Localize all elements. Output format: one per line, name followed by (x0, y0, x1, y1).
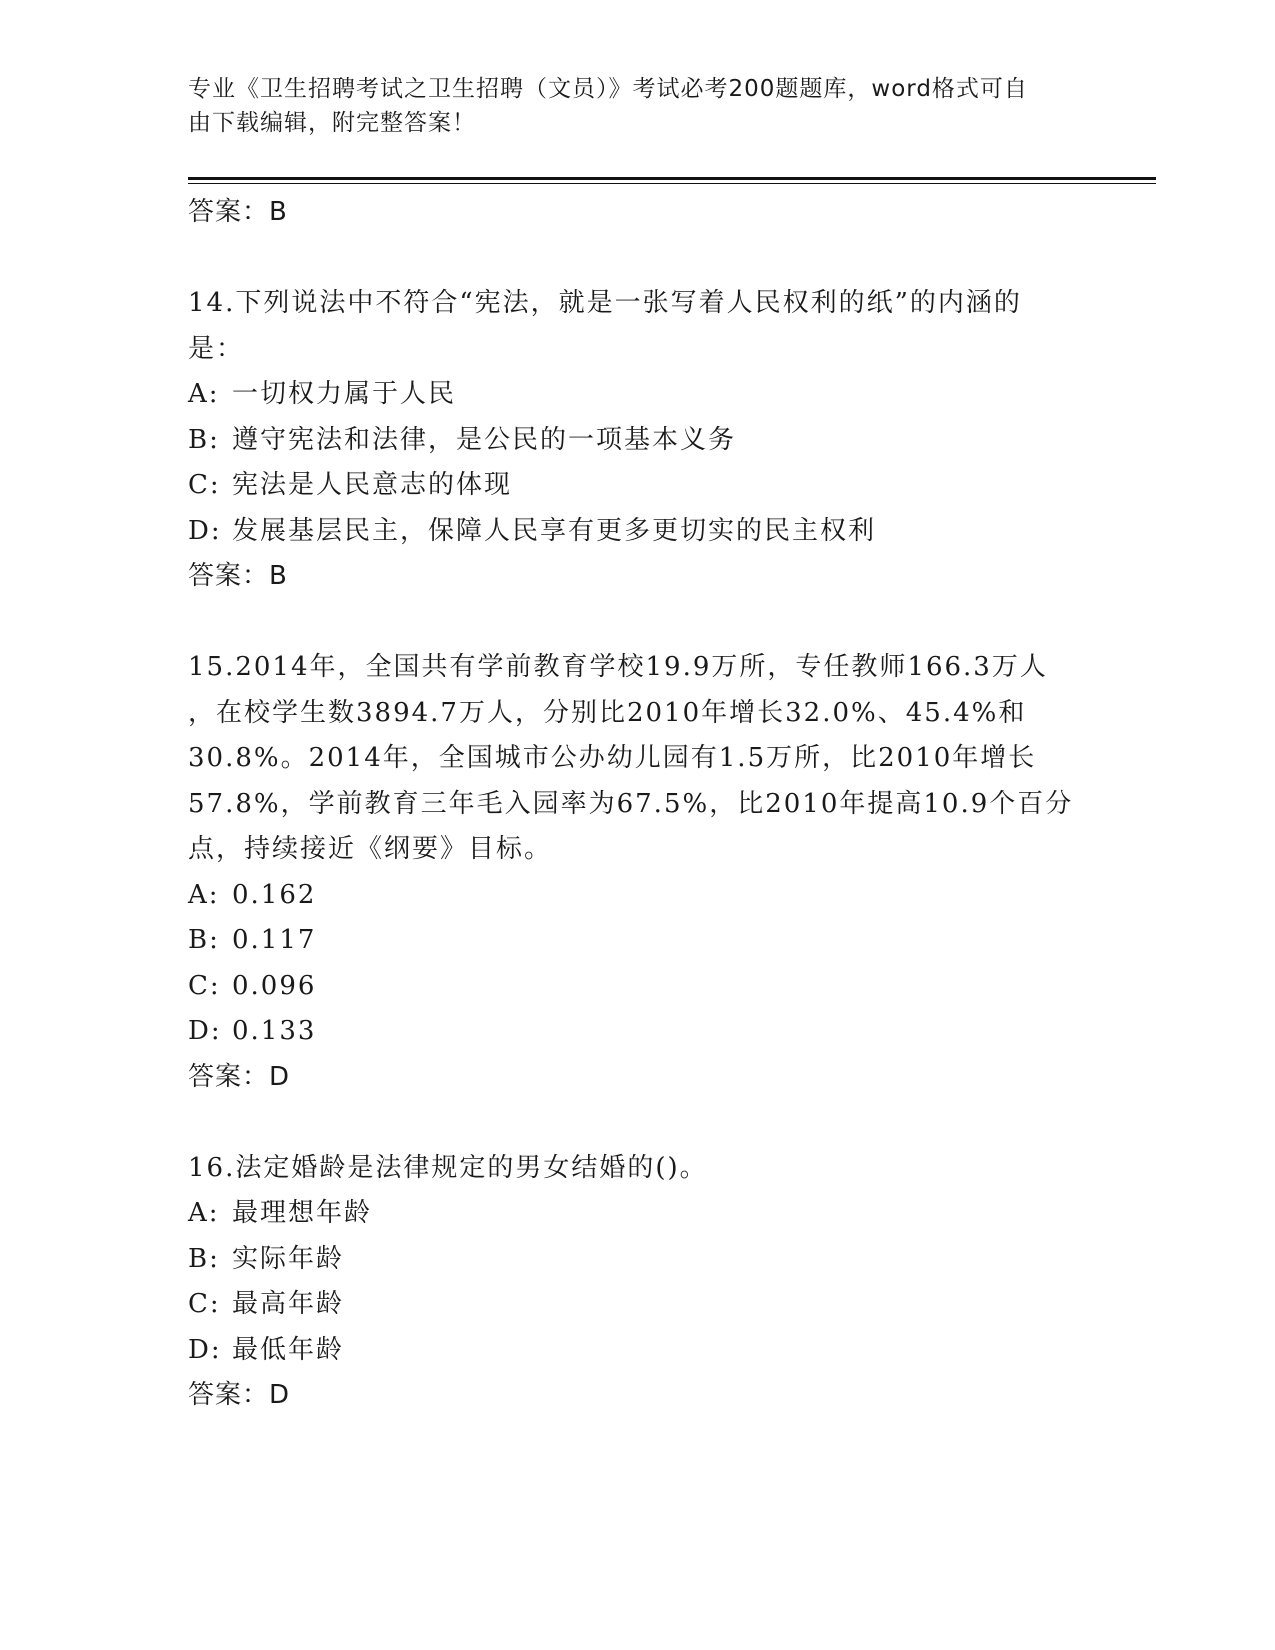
option-label: A: (188, 879, 220, 910)
option-text: 0.133 (232, 1016, 317, 1046)
option-text: 0.096 (232, 970, 317, 1001)
question-stem-line: ，在校学生数3894.7万人，分别比2010年增长32.0%、45.4%和 (188, 697, 1027, 728)
option-b (188, 1237, 1088, 1283)
option-a (188, 1191, 1088, 1237)
question-stem-line: 57.8%，学前教育三年毛入园率为67.5%，比2010年提高10.9个百分 (188, 788, 1074, 819)
header-divider-thin (188, 183, 1156, 184)
option-text: 最低年龄 (232, 1334, 345, 1365)
header-line-1: 专业《卫生招聘考试之卫生招聘（文员）》考试必考200题题库，word格式可自 (188, 76, 1028, 102)
header-line-2: 由下载编辑，附完整答案！ (188, 110, 476, 136)
option-text: 宪法是人民意志的体现 (232, 470, 513, 500)
option-label: B: (188, 1243, 220, 1274)
option-c (188, 964, 1088, 1010)
option-text: 最高年龄 (232, 1289, 345, 1319)
option-label: A: (188, 379, 220, 409)
question-stem-line: 是： (188, 333, 245, 364)
option-c (188, 1282, 1088, 1328)
question-stem-line: 15.2014年，全国共有学前教育学校19.9万所，专任教师166.3万人 (188, 652, 1048, 682)
question-stem-line: 点，持续接近《纲要》目标。 (188, 834, 553, 864)
previous-answer: 答案：B (188, 197, 288, 227)
option-text: 0.117 (232, 925, 317, 955)
question-stem-line: 16.法定婚龄是法律规定的男女结婚的()。 (188, 1152, 708, 1183)
option-b (188, 918, 1088, 964)
option-label: C: (188, 970, 221, 1001)
option-text: 实际年龄 (232, 1243, 345, 1274)
answer: 答案：D (188, 1380, 291, 1410)
option-d (188, 1009, 1088, 1055)
question-15 (188, 645, 1088, 1100)
question-16 (188, 1146, 1088, 1419)
option-label: D: (188, 515, 222, 546)
question-14 (188, 281, 1088, 599)
option-c (188, 463, 1088, 509)
option-text: 一切权力属于人民 (232, 379, 457, 409)
option-b (188, 418, 1088, 464)
option-label: B: (188, 925, 220, 955)
document-body (188, 190, 1088, 1418)
option-text: 0.162 (232, 879, 317, 910)
question-stem-line: 30.8%。2014年，全国城市公办幼儿园有1.5万所，比2010年增长 (188, 743, 1037, 773)
option-label: D: (188, 1334, 222, 1365)
option-a (188, 873, 1088, 919)
header-divider-thick (188, 177, 1156, 180)
option-label: D: (188, 1016, 222, 1046)
option-label: C: (188, 470, 221, 500)
option-d (188, 509, 1088, 555)
answer: 答案：D (188, 1061, 291, 1092)
question-stem-line: 14.下列说法中不符合“宪法，就是一张写着人民权利的纸”的内涵的 (188, 288, 1022, 318)
document-header (188, 72, 1088, 140)
option-label: B: (188, 424, 220, 455)
option-d (188, 1328, 1088, 1374)
answer: 答案：B (188, 561, 288, 591)
option-text: 发展基层民主，保障人民享有更多更切实的民主权利 (232, 515, 877, 546)
option-text: 遵守宪法和法律，是公民的一项基本义务 (232, 424, 737, 455)
option-text: 最理想年龄 (232, 1198, 373, 1228)
option-label: A: (188, 1198, 220, 1228)
option-label: C: (188, 1289, 221, 1319)
option-a (188, 372, 1088, 418)
